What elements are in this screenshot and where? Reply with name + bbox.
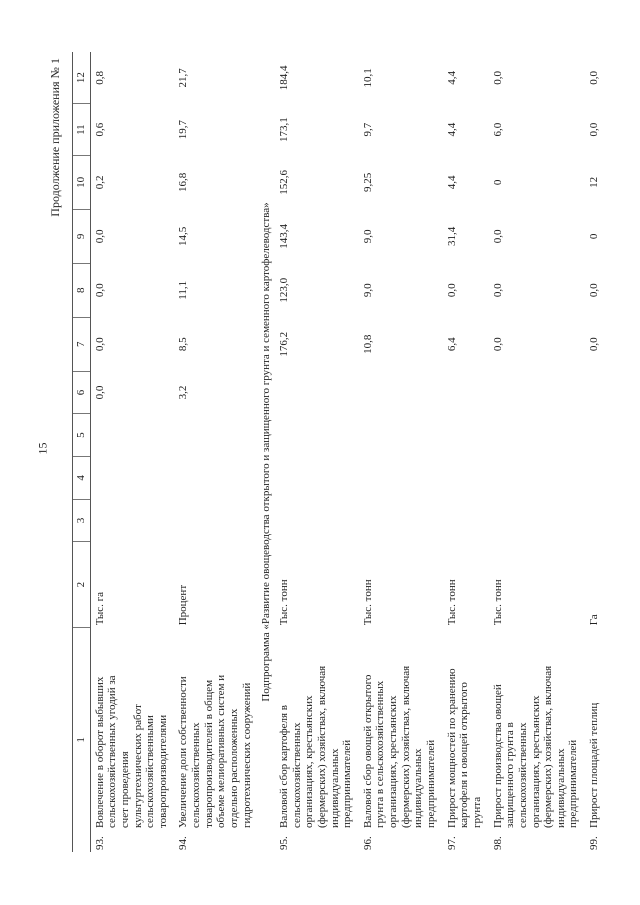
indicator-cell [275, 627, 359, 852]
unit-cell: Тыс. га [93, 591, 106, 626]
empty-cell [489, 499, 585, 542]
indicator-cell [359, 627, 443, 852]
row-number: 96. [361, 836, 374, 850]
table-row [275, 52, 359, 852]
empty-cell [359, 457, 443, 500]
subprogram-title: Подпрограмма «Развитие овощеводства открытого и защищенного грунта и семенного картофелеводства» [260, 202, 273, 702]
value-cell: 31,4 [445, 226, 458, 246]
empty-cell [359, 499, 443, 542]
col-header: 11 [73, 104, 91, 156]
value-cell: 0,0 [93, 337, 106, 352]
page-number: 15 [35, 442, 50, 455]
empty-cell [275, 457, 359, 500]
value-cell: 14,5 [177, 226, 190, 246]
col-header: 9 [73, 209, 91, 263]
empty-cell [585, 499, 606, 542]
value-cell: 0,0 [491, 283, 504, 298]
value-cell: 0,2 [93, 175, 106, 190]
table-row [174, 52, 258, 852]
unit-cell: Тыс. тонн [491, 579, 504, 626]
empty-cell [489, 414, 585, 457]
value-cell: 0,8 [93, 71, 106, 85]
rotated-page [40, 32, 600, 872]
value-cell: 6,4 [445, 337, 458, 352]
value-cell: 4,4 [445, 175, 458, 190]
indicator-text: Увеличение доли собственности сельскохозяйственных товаропроизводителей в общем объеме мелиоративных систем и отдельно расположенных гидротехнических сооружений [177, 674, 253, 828]
empty-cell [90, 457, 174, 500]
unit-cell: Га [588, 614, 601, 626]
value-cell: 4,4 [445, 71, 458, 85]
col-header: 10 [73, 155, 91, 209]
row-number: 99. [588, 836, 601, 850]
indicator-text: Прирост мощностей по хранению картофеля и овощей открытого грунта [445, 668, 483, 828]
value-cell: 6,0 [491, 122, 504, 137]
subprogram-row [258, 52, 275, 852]
col-header: 2 [73, 542, 91, 627]
col-header: 5 [73, 414, 91, 457]
value-cell: 152,6 [277, 170, 290, 195]
unit-cell: Процент [177, 584, 190, 626]
col-header: 1 [73, 627, 91, 852]
indicator-text: Валовой сбор овощей открытого грунта в сельскохозяйственных организациях, крестьянских (фермерских) хозяйствах, включая индивидуальных предпринимателей [361, 665, 438, 828]
value-cell: 19,7 [177, 120, 190, 140]
value-cell: 173,1 [277, 117, 290, 142]
table-row [359, 52, 443, 852]
indicator-text: Прирост площадей теплиц [588, 702, 601, 828]
value-cell: 0,0 [93, 385, 106, 400]
value-cell: 123,0 [277, 277, 290, 303]
value-cell: 0,0 [491, 337, 504, 352]
value-cell: 10,8 [361, 334, 374, 354]
table-row [90, 52, 174, 852]
unit-cell: Тыс. тонн [445, 579, 458, 626]
indicator-cell [174, 627, 258, 852]
empty-cell [585, 414, 606, 457]
empty-cell [489, 457, 585, 500]
value-cell: 176,2 [277, 331, 290, 357]
value-cell: 9,0 [361, 229, 374, 244]
col-header: 8 [73, 263, 91, 317]
value-cell: 143,4 [277, 223, 290, 249]
indicator-cell [489, 627, 585, 852]
value-cell: 0 [588, 233, 601, 240]
value-cell: 0,0 [588, 283, 601, 298]
value-cell [275, 371, 359, 414]
indicators-table [72, 52, 606, 852]
empty-cell [174, 414, 258, 457]
value-cell [359, 371, 443, 414]
value-cell: 0,0 [588, 71, 601, 85]
value-cell: 0 [491, 179, 504, 186]
indicator-text: Вовлечение в оборот выбывших сельскохозяйственных угодий за счет проведения культуртехнических работ сельскохозяйственными товаропроизводителями [93, 675, 169, 828]
value-cell: 0,0 [588, 122, 601, 137]
empty-cell [275, 414, 359, 457]
empty-cell [585, 457, 606, 500]
row-number: 93. [93, 836, 106, 850]
row-number: 94. [177, 836, 190, 850]
value-cell: 9,7 [361, 122, 374, 137]
indicator-cell [585, 627, 606, 852]
col-header: 12 [73, 52, 91, 104]
value-cell: 11,1 [177, 280, 190, 300]
row-number: 98. [491, 836, 504, 850]
empty-cell [90, 499, 174, 542]
value-cell [585, 371, 606, 414]
table-row [585, 52, 606, 852]
value-cell: 0,0 [445, 283, 458, 298]
col-header: 3 [73, 499, 91, 542]
value-cell: 0,0 [588, 337, 601, 352]
empty-cell [174, 499, 258, 542]
empty-cell [90, 414, 174, 457]
column-number-row [73, 52, 91, 852]
value-cell: 8,5 [177, 337, 190, 352]
value-cell: 0,0 [491, 71, 504, 85]
indicator-text: Валовой сбор картофеля в сельскохозяйственных организациях, крестьянских (фермерских) хозяйствах, включая индивидуальных предпринимателей [277, 665, 354, 828]
col-header: 4 [73, 457, 91, 500]
indicator-cell [443, 627, 489, 852]
value-cell: 9,25 [361, 172, 374, 193]
value-cell: 0,0 [491, 229, 504, 244]
value-cell: 9,0 [361, 283, 374, 298]
table-row [489, 52, 585, 852]
value-cell: 4,4 [445, 122, 458, 137]
value-cell: 184,4 [277, 65, 290, 91]
row-number: 95. [277, 836, 290, 850]
unit-cell: Тыс. тонн [361, 579, 374, 626]
unit-cell: Тыс. тонн [277, 579, 290, 626]
value-cell: 21,7 [177, 68, 190, 88]
indicator-text: Прирост производства овощей защищенного грунта в сельскохозяйственных организациях, крестьянских (фермерских) хозяйствах, включая индивидуальных предпринимателей [491, 665, 580, 828]
appendix-label: Продолжение приложения № 1 [48, 58, 62, 217]
value-cell: 0,0 [93, 283, 106, 298]
table-row [443, 52, 489, 852]
value-cell: 12 [588, 176, 601, 188]
value-cell: 0,6 [93, 122, 106, 137]
value-cell: 10,1 [361, 68, 374, 88]
value-cell [443, 371, 489, 414]
indicator-cell [90, 627, 174, 852]
value-cell: 3,2 [177, 385, 190, 400]
row-number: 97. [445, 836, 458, 850]
empty-cell [443, 499, 489, 542]
col-header: 6 [73, 371, 91, 414]
empty-cell [443, 457, 489, 500]
empty-cell [443, 414, 489, 457]
empty-cell [275, 499, 359, 542]
value-cell [489, 371, 585, 414]
value-cell: 16,8 [177, 172, 190, 193]
col-header: 7 [73, 317, 91, 371]
value-cell: 0,0 [93, 229, 106, 244]
empty-cell [359, 414, 443, 457]
empty-cell [174, 457, 258, 500]
